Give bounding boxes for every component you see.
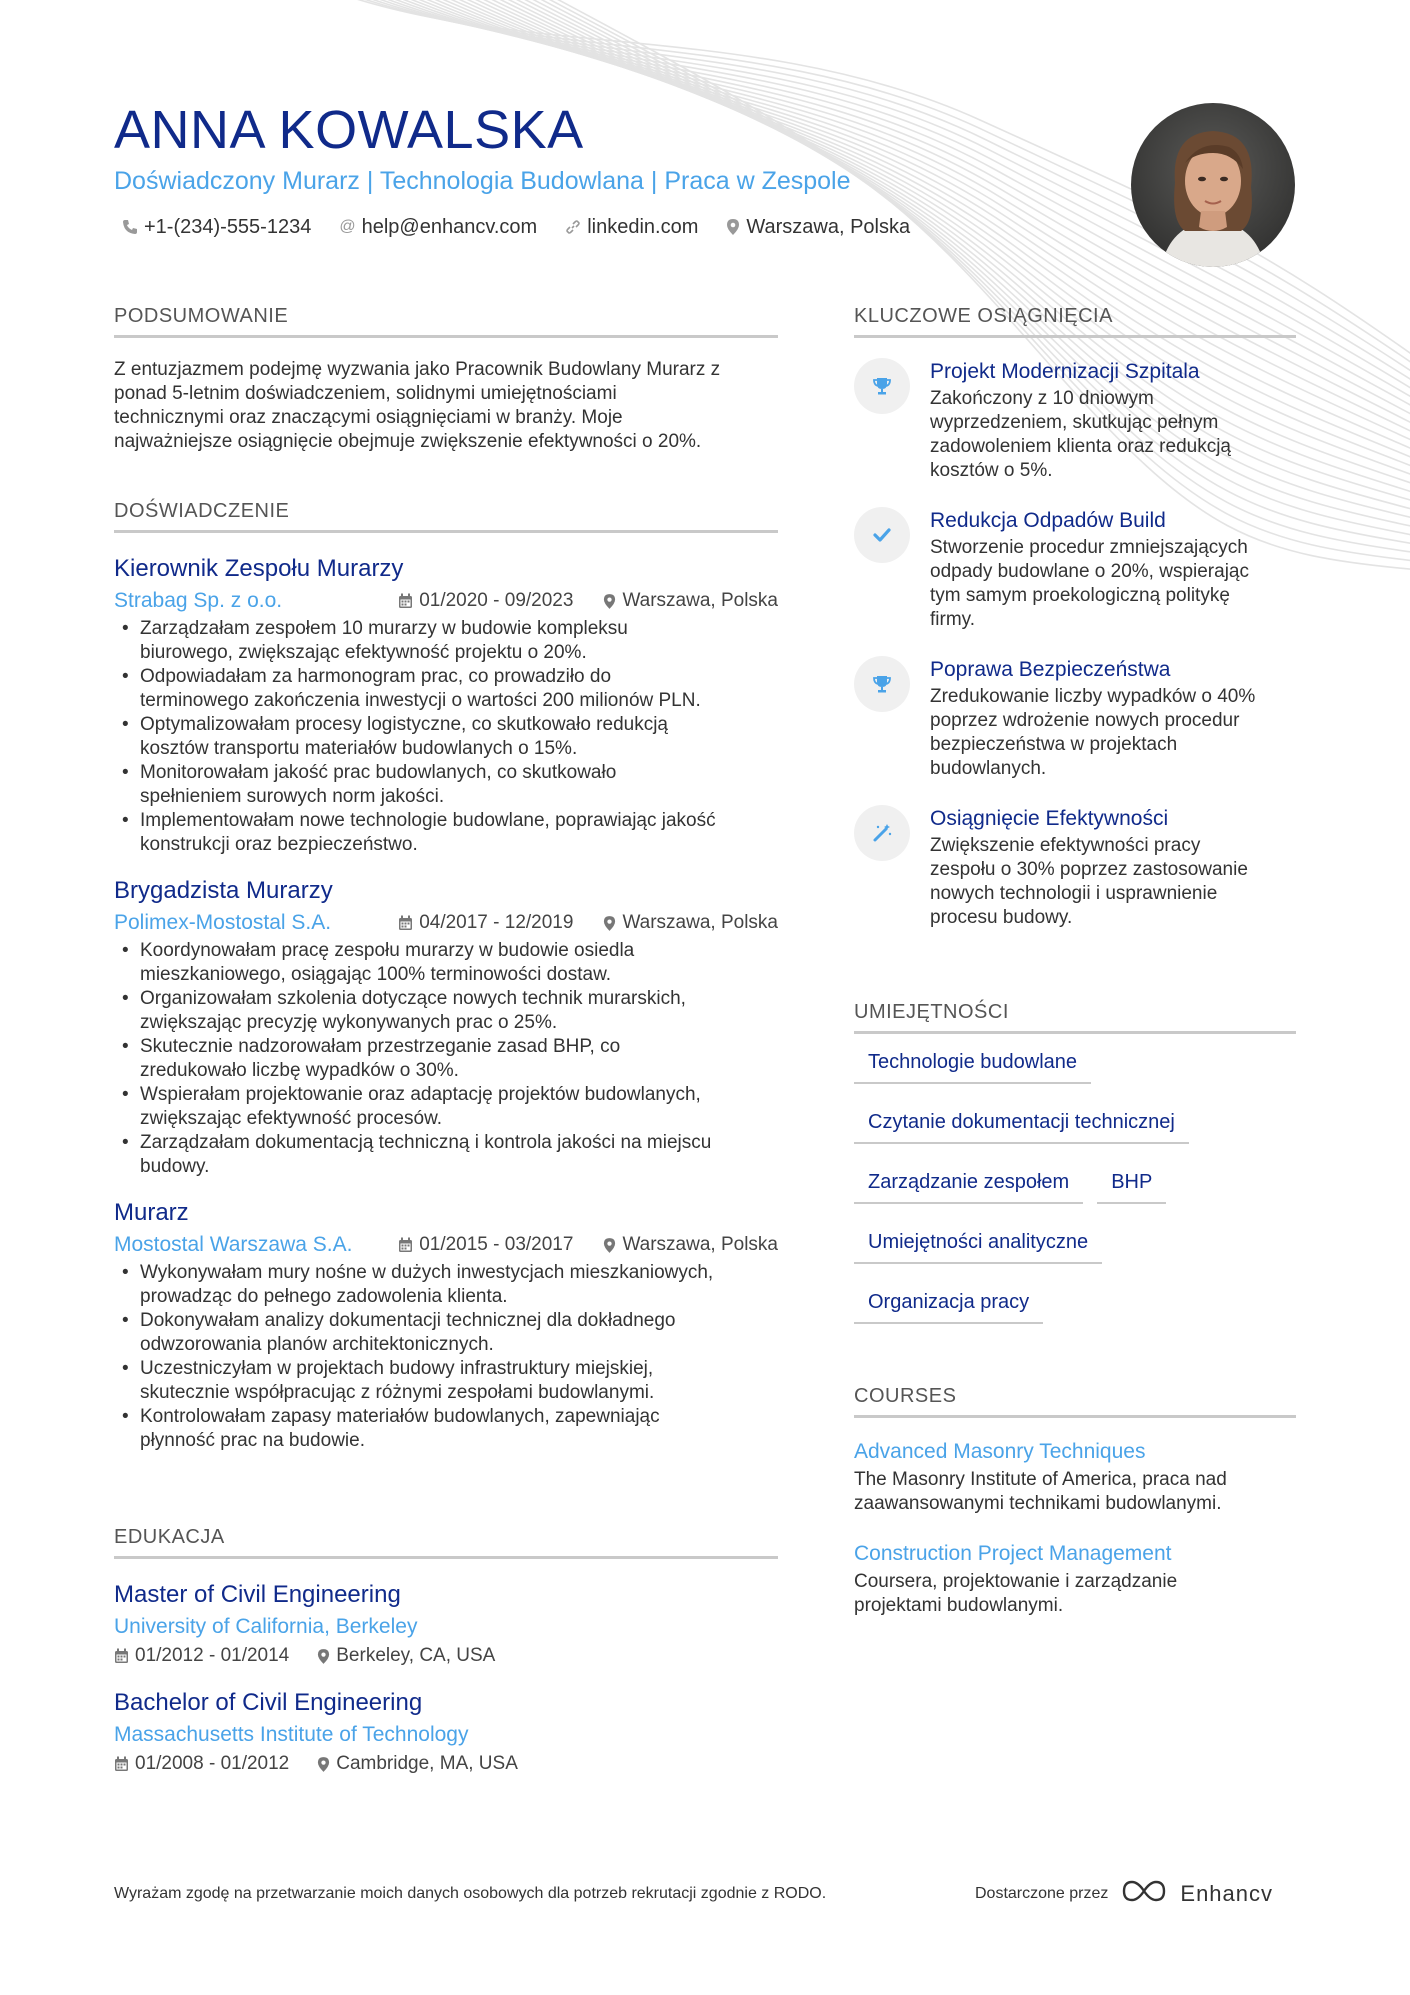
bullet-item bbox=[114, 809, 778, 857]
achievement-item bbox=[854, 656, 1296, 781]
bullet-line: • Optymalizowałam procesy logistyczne, co skutkowało redukcją bbox=[140, 714, 668, 735]
linkedin-text: linkedin.com bbox=[587, 216, 699, 238]
achievement-line: firmy. bbox=[930, 609, 976, 630]
location-pin-icon bbox=[726, 218, 740, 236]
course-description bbox=[854, 1570, 1296, 1618]
job-location bbox=[603, 590, 778, 612]
powered-by-label: Dostarczone przez bbox=[975, 1884, 1109, 1902]
achievement-title: Projekt Modernizacji Szpitala bbox=[930, 360, 1200, 383]
achievement-description bbox=[930, 685, 1255, 781]
bullet-line: • Skutecznie nadzorowałam przestrzeganie zasad BHP, co bbox=[140, 1036, 621, 1057]
location-text: Warszawa, Polska bbox=[746, 216, 911, 238]
calendar-icon bbox=[114, 1756, 129, 1772]
dates-text: 01/2012 - 01/2014 bbox=[135, 1645, 290, 1666]
job-entry bbox=[114, 875, 778, 1179]
bullet-line: spełnieniem surowych norm jakości. bbox=[140, 786, 445, 807]
email-text: help@enhancv.com bbox=[361, 216, 538, 238]
skill-list bbox=[854, 1048, 1296, 1324]
trophy-icon bbox=[854, 656, 910, 712]
achievement-item bbox=[854, 805, 1296, 930]
bullet-line: • Dokonywałam analizy dokumentacji technicznej dla dokładnego bbox=[140, 1310, 676, 1331]
achievement-description bbox=[930, 834, 1248, 930]
enhancv-logo-icon bbox=[1120, 1878, 1168, 1909]
bullet-line: • Organizowałam szkolenia dotyczące nowych technik murarskich, bbox=[140, 988, 686, 1009]
achievement-body bbox=[930, 656, 1255, 781]
skill-row bbox=[854, 1048, 1296, 1084]
summary-line: technicznymi oraz znaczącymi osiągnięciami w branży. Moje bbox=[114, 407, 623, 428]
candidate-headline: Doświadczony Murarz | Technologia Budowlana | Praca w Zespole bbox=[114, 167, 851, 195]
achievement-line: tym samym proekologiczną politykę bbox=[930, 585, 1230, 606]
achievement-title: Redukcja Odpadów Build bbox=[930, 509, 1166, 532]
bullet-line: • Wykonywałam mury nośne w dużych inwestycjach mieszkaniowych, bbox=[140, 1262, 714, 1283]
bullet-item bbox=[114, 1083, 778, 1131]
summary-section bbox=[114, 303, 778, 454]
bullet-item bbox=[114, 713, 778, 761]
bullet-line: zredukowało liczbę wypadków o 30%. bbox=[140, 1060, 459, 1081]
education-entry bbox=[114, 1687, 778, 1775]
calendar-icon bbox=[114, 1648, 129, 1664]
bullet-list bbox=[114, 939, 778, 1179]
achievement-body bbox=[930, 507, 1249, 632]
achievements-heading: KLUCZOWE OSIĄGNIĘCIA bbox=[854, 303, 1296, 338]
course-line: zaawansowanymi technikami budowlanymi. bbox=[854, 1493, 1222, 1514]
bullet-line: • Odpowiadałam za harmonogram prac, co prowadziło do bbox=[140, 666, 612, 687]
bullet-line: konstrukcji oraz bezpieczeństwo. bbox=[140, 834, 418, 855]
job-entry bbox=[114, 1197, 778, 1453]
bullet-line: • Zarządzałam zespołem 10 murarzy w budowie kompleksu bbox=[140, 618, 628, 639]
education-section bbox=[114, 1524, 778, 1775]
location-text: Warszawa, Polska bbox=[622, 1234, 778, 1255]
enhancv-brand: Enhancv bbox=[1180, 1880, 1274, 1906]
bullet-line: • Koordynowałam pracę zespołu murarzy w budowie osiedla bbox=[140, 940, 635, 961]
course-entry bbox=[854, 1438, 1296, 1516]
company-name[interactable]: Strabag Sp. z o.o. bbox=[114, 589, 283, 612]
calendar-icon bbox=[398, 915, 413, 931]
achievement-line: kosztów o 5%. bbox=[930, 460, 1053, 481]
achievement-line: Stworzenie procedur zmniejszających bbox=[930, 537, 1248, 558]
achievement-line: nowych technologii i usprawnienie bbox=[930, 883, 1218, 904]
education-location bbox=[317, 1753, 518, 1775]
achievement-body bbox=[930, 805, 1248, 930]
link-icon bbox=[565, 219, 581, 235]
skill-row bbox=[854, 1168, 1296, 1204]
achievement-description bbox=[930, 536, 1249, 632]
bullet-item bbox=[114, 665, 778, 713]
achievement-line: wyprzedzeniem, skutkując pełnym bbox=[930, 412, 1219, 433]
location-pin-icon bbox=[603, 1237, 616, 1254]
bullet-item bbox=[114, 761, 778, 809]
education-dates bbox=[114, 1645, 289, 1667]
dates-text: 01/2020 - 09/2023 bbox=[419, 590, 574, 611]
bullet-line: zwiększając efektywność procesów. bbox=[140, 1108, 443, 1129]
location-pin-icon bbox=[603, 593, 616, 610]
achievement-line: zespołu o 30% poprzez zastosowanie bbox=[930, 859, 1248, 880]
bullet-line: zwiększając precyzję wykonywanych prac o 25%. bbox=[140, 1012, 558, 1033]
profile-photo bbox=[1131, 103, 1295, 267]
bullet-item bbox=[114, 1357, 778, 1405]
course-line: projektami budowlanymi. bbox=[854, 1595, 1064, 1616]
skill-tag: Organizacja pracy bbox=[854, 1288, 1043, 1324]
location-text: Warszawa, Polska bbox=[622, 590, 778, 611]
skill-tag: Umiejętności analityczne bbox=[854, 1228, 1102, 1264]
achievement-body bbox=[930, 358, 1231, 483]
summary-line: ponad 5-letnim doświadczeniem, solidnymi umiejętnościami bbox=[114, 383, 617, 404]
school-name[interactable]: Massachusetts Institute of Technology bbox=[114, 1723, 469, 1746]
achievement-description bbox=[930, 387, 1231, 483]
location-text: Berkeley, CA, USA bbox=[336, 1645, 496, 1666]
bullet-line: skutecznie współpracując z różnymi zespołami budowlanymi. bbox=[140, 1382, 655, 1403]
bullet-item bbox=[114, 1261, 778, 1309]
dates-text: 01/2008 - 01/2012 bbox=[135, 1753, 290, 1774]
contact-email[interactable] bbox=[339, 212, 537, 242]
bullet-line: płynność prac na budowie. bbox=[140, 1430, 365, 1451]
job-dates bbox=[398, 1234, 573, 1256]
achievement-line: procesu budowy. bbox=[930, 907, 1073, 928]
summary-heading: PODSUMOWANIE bbox=[114, 303, 778, 338]
bullet-line: kosztów transportu materiałów budowlanych o 15%. bbox=[140, 738, 578, 759]
contact-phone[interactable] bbox=[122, 212, 311, 242]
company-name[interactable]: Mostostal Warszawa S.A. bbox=[114, 1233, 353, 1256]
achievement-line: bezpieczeństwa w projektach bbox=[930, 734, 1178, 755]
achievement-title: Poprawa Bezpieczeństwa bbox=[930, 658, 1171, 681]
bullet-line: mieszkaniowego, osiągając 100% terminowości dostaw. bbox=[140, 964, 612, 985]
skill-tag: BHP bbox=[1097, 1168, 1166, 1204]
achievement-line: poprzez wdrożenie nowych procedur bbox=[930, 710, 1240, 731]
job-dates bbox=[398, 912, 573, 934]
education-meta bbox=[114, 1753, 778, 1775]
calendar-icon bbox=[398, 593, 413, 609]
bullet-item bbox=[114, 1131, 778, 1179]
bullet-item bbox=[114, 939, 778, 987]
achievement-line: zadowoleniem klienta oraz redukcją bbox=[930, 436, 1231, 457]
bullet-item bbox=[114, 617, 778, 665]
bullet-line: prowadząc do pełnego zadowolenia klienta. bbox=[140, 1286, 508, 1307]
skills-heading: UMIEJĘTNOŚCI bbox=[854, 999, 1296, 1034]
skills-section bbox=[854, 999, 1296, 1348]
contact-bar bbox=[122, 212, 910, 242]
achievement-line: Zredukowanie liczby wypadków o 40% bbox=[930, 686, 1256, 707]
education-dates bbox=[114, 1753, 289, 1775]
location-pin-icon bbox=[317, 1756, 330, 1773]
skill-tag: Czytanie dokumentacji technicznej bbox=[854, 1108, 1189, 1144]
bullet-item bbox=[114, 1309, 778, 1357]
achievements-section bbox=[854, 303, 1296, 930]
course-title[interactable]: Construction Project Management bbox=[854, 1542, 1172, 1565]
check-icon bbox=[854, 507, 910, 563]
degree-title: Master of Civil Engineering bbox=[114, 1581, 401, 1608]
courses-heading: COURSES bbox=[854, 1383, 1296, 1418]
course-entry bbox=[854, 1540, 1296, 1618]
course-line: Coursera, projektowanie i zarządzanie bbox=[854, 1571, 1178, 1592]
achievement-item bbox=[854, 358, 1296, 483]
summary-line: Z entuzjazmem podejmę wyzwania jako Pracownik Budowlany Murarz z bbox=[114, 359, 721, 380]
job-meta-row bbox=[114, 587, 778, 615]
achievement-item bbox=[854, 507, 1296, 632]
education-meta bbox=[114, 1645, 778, 1667]
bullet-line: odwzorowania planów architektonicznych. bbox=[140, 1334, 494, 1355]
bullet-list bbox=[114, 1261, 778, 1453]
magic-wand-icon bbox=[854, 805, 910, 861]
location-pin-icon bbox=[603, 915, 616, 932]
location-pin-icon bbox=[317, 1648, 330, 1665]
job-location bbox=[603, 1234, 778, 1256]
consent-clause: Wyrażam zgodę na przetwarzanie moich danych osobowych dla potrzeb rekrutacji zgodnie z RODO. bbox=[114, 1885, 827, 1902]
skill-row bbox=[854, 1288, 1296, 1324]
course-title[interactable]: Advanced Masonry Techniques bbox=[854, 1440, 1146, 1463]
bullet-line: • Kontrolowałam zapasy materiałów budowlanych, zapewniając bbox=[140, 1406, 660, 1427]
job-entry bbox=[114, 553, 778, 857]
dates-text: 01/2015 - 03/2017 bbox=[419, 1234, 574, 1255]
job-title: Brygadzista Murarzy bbox=[114, 877, 333, 904]
job-location bbox=[603, 912, 778, 934]
achievement-line: Zwiększenie efektywności pracy bbox=[930, 835, 1201, 856]
job-meta bbox=[398, 1234, 778, 1256]
bullet-line: • Monitorowałam jakość prac budowlanych, co skutkowało bbox=[140, 762, 617, 783]
summary-line: najważniejsze osiągnięcie obejmuje zwiększenie efektywności o 20%. bbox=[114, 431, 702, 452]
experience-section bbox=[114, 498, 778, 1453]
location-text: Warszawa, Polska bbox=[622, 912, 778, 933]
course-line: The Masonry Institute of America, praca nad bbox=[854, 1469, 1227, 1490]
bullet-line: • Uczestniczyłam w projektach budowy infrastruktury miejskiej, bbox=[140, 1358, 654, 1379]
job-meta bbox=[398, 590, 778, 612]
job-list bbox=[114, 553, 778, 1453]
contact-location bbox=[726, 212, 910, 242]
education-entry bbox=[114, 1579, 778, 1667]
skill-tag: Technologie budowlane bbox=[854, 1048, 1091, 1084]
bullet-line: • Implementowałam nowe technologie budowlane, poprawiając jakość bbox=[140, 810, 716, 831]
job-title: Murarz bbox=[114, 1199, 189, 1226]
bullet-item bbox=[114, 987, 778, 1035]
job-meta bbox=[398, 912, 778, 934]
bullet-list bbox=[114, 617, 778, 857]
job-meta-row bbox=[114, 909, 778, 937]
education-heading: EDUKACJA bbox=[114, 1524, 778, 1559]
bullet-line: budowy. bbox=[140, 1156, 210, 1177]
at-icon: @ bbox=[339, 218, 356, 235]
phone-icon bbox=[122, 219, 138, 235]
phone-text: +1-(234)-555-1234 bbox=[144, 216, 312, 238]
achievement-list bbox=[854, 358, 1296, 930]
summary-text bbox=[114, 358, 778, 454]
bullet-line: biurowego, zwiększając efektywność projektu o 20%. bbox=[140, 642, 587, 663]
achievement-line: odpady budowlane o 20%, wspierając bbox=[930, 561, 1249, 582]
bullet-line: • Wspierałam projektowanie oraz adaptację projektów budowlanych, bbox=[140, 1084, 701, 1105]
experience-heading: DOŚWIADCZENIE bbox=[114, 498, 778, 533]
location-text: Cambridge, MA, USA bbox=[336, 1753, 518, 1774]
achievement-line: Zakończony z 10 dniowym bbox=[930, 388, 1154, 409]
education-list bbox=[114, 1579, 778, 1775]
education-location bbox=[317, 1645, 495, 1667]
dates-text: 04/2017 - 12/2019 bbox=[419, 912, 574, 933]
school-name[interactable]: University of California, Berkeley bbox=[114, 1615, 418, 1638]
skill-tag: Zarządzanie zespołem bbox=[854, 1168, 1083, 1204]
skill-row bbox=[854, 1108, 1296, 1144]
achievement-line: budowlanych. bbox=[930, 758, 1047, 779]
degree-title: Bachelor of Civil Engineering bbox=[114, 1689, 423, 1716]
company-name[interactable]: Polimex-Mostostal S.A. bbox=[114, 911, 332, 934]
contact-linkedin[interactable] bbox=[565, 212, 698, 242]
course-list bbox=[854, 1438, 1296, 1618]
course-description bbox=[854, 1468, 1296, 1516]
bullet-item bbox=[114, 1035, 778, 1083]
job-title: Kierownik Zespołu Murarzy bbox=[114, 555, 404, 582]
job-meta-row bbox=[114, 1231, 778, 1259]
bullet-item bbox=[114, 1405, 778, 1453]
powered-by[interactable] bbox=[975, 1878, 1273, 1909]
calendar-icon bbox=[398, 1237, 413, 1253]
bullet-line: terminowego zakończenia inwestycji o wartości 200 milionów PLN. bbox=[140, 690, 701, 711]
courses-section bbox=[854, 1383, 1296, 1618]
candidate-name: ANNA KOWALSKA bbox=[114, 100, 584, 160]
job-dates bbox=[398, 590, 573, 612]
achievement-title: Osiągnięcie Efektywności bbox=[930, 807, 1169, 830]
skill-row bbox=[854, 1228, 1296, 1264]
bullet-line: • Zarządzałam dokumentacją techniczną i kontrola jakości na miejscu bbox=[140, 1132, 712, 1153]
trophy-icon bbox=[854, 358, 910, 414]
